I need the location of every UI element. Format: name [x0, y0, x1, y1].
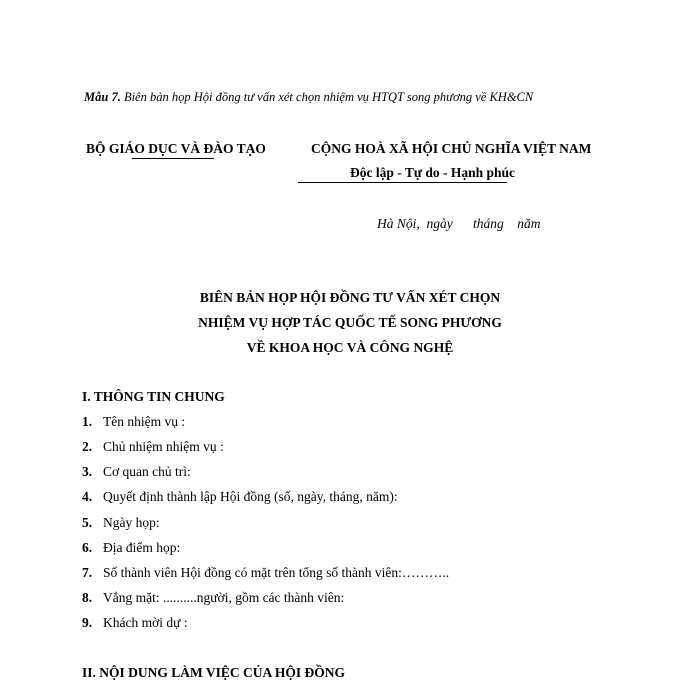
- item-label: Quyết định thành lập Hội đồng (số, ngày, tháng, năm):: [103, 489, 398, 504]
- list-item: [82, 615, 188, 635]
- section-heading-general-info: I. THÔNG TIN CHUNG: [82, 389, 225, 404]
- item-number: 3.: [82, 464, 93, 479]
- list-item: [82, 464, 191, 484]
- item-label: Vắng mặt: ..........người, gồm các thành viên:: [103, 590, 345, 605]
- list-item: [82, 489, 398, 509]
- item-label: Chủ nhiệm nhiệm vụ :: [103, 439, 224, 454]
- ministry-underline: [132, 158, 214, 159]
- national-title: CỘNG HOÀ XÃ HỘI CHỦ NGHĨA VIỆT NAM: [311, 141, 592, 156]
- form-title: Biên bản họp Hội đồng tư vấn xét chọn nhiệm vụ HTQT song phương về KH&CN: [120, 90, 534, 104]
- form-number: Mẫu 7.: [84, 90, 121, 104]
- item-number: 6.: [82, 540, 93, 555]
- list-item: [82, 565, 449, 585]
- place-date-line: Hà Nội, ngày tháng năm: [377, 216, 541, 231]
- ministry-name: BỘ GIÁO DỤC VÀ ĐÀO TẠO: [86, 141, 266, 156]
- list-item: [82, 540, 180, 560]
- item-number: 9.: [82, 615, 93, 630]
- document-title-line-3: VỀ KHOA HỌC VÀ CÔNG NGHỆ: [246, 340, 454, 355]
- item-label: Khách mời dự :: [103, 615, 188, 630]
- item-label: Số thành viên Hội đồng có mặt trên tổng số thành viên:………..: [103, 565, 450, 580]
- section-heading-council-work: II. NỘI DUNG LÀM VIỆC CỦA HỘI ĐỒNG: [82, 665, 346, 680]
- item-number: 5.: [82, 515, 93, 530]
- item-label: Địa điểm họp:: [103, 540, 181, 555]
- national-motto: Độc lập - Tự do - Hạnh phúc: [350, 165, 516, 180]
- item-label: Ngày họp:: [103, 515, 160, 530]
- list-item: [82, 590, 344, 610]
- item-number: 4.: [82, 489, 93, 504]
- document-title-line-2: NHIỆM VỤ HỢP TÁC QUỐC TẾ SONG PHƯƠNG: [198, 315, 502, 330]
- item-number: 8.: [82, 590, 93, 605]
- list-item: [82, 515, 160, 535]
- item-label: Tên nhiệm vụ :: [103, 414, 186, 429]
- item-label: Cơ quan chủ trì:: [103, 464, 191, 479]
- list-item: [82, 414, 185, 434]
- item-number: 7.: [82, 565, 93, 580]
- item-number: 2.: [82, 439, 93, 454]
- item-number: 1.: [82, 414, 93, 429]
- list-item: [82, 439, 224, 459]
- motto-underline: [298, 182, 507, 183]
- form-label: [84, 90, 533, 105]
- document-title-line-1: BIÊN BẢN HỌP HỘI ĐỒNG TƯ VẤN XÉT CHỌN: [199, 290, 501, 305]
